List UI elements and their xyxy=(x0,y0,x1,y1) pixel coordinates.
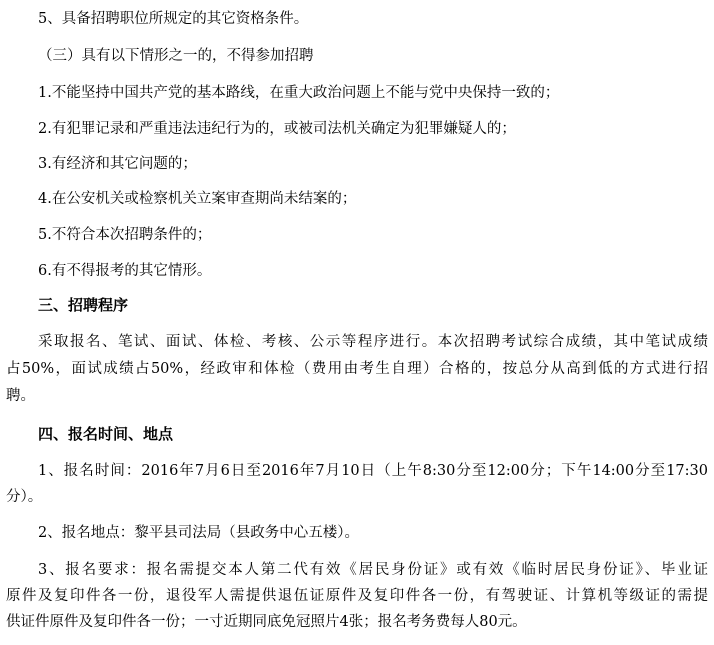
procedure-paragraph-line-1: 采取报名、笔试、面试、体检、考核、公示等程序进行。本次招聘考试综合成绩，其中笔试成绩 xyxy=(38,334,708,350)
disqualification-item-1: 1.不能坚持中国共产党的基本路线，在重大政治问题上不能与党中央保持一致的； xyxy=(38,85,560,101)
disqualification-item-4: 4.在公安机关或检察机关立案审查期尚未结案的； xyxy=(38,191,357,207)
disqualification-item-2: 2.有犯罪记录和严重违法违纪行为的，或被司法机关确定为犯罪嫌疑人的； xyxy=(38,121,516,137)
registration-time-line-2: 分）。 xyxy=(6,489,43,505)
section-heading-registration: 四、报名时间、地点 xyxy=(38,425,174,443)
paragraph-qualification-5: 5、具备招聘职位所规定的其它资格条件。 xyxy=(38,11,309,27)
disqualification-item-6: 6.有不得报考的其它情形。 xyxy=(38,263,212,279)
subheading-disqualification: （三）具有以下情形之一的，不得参加招聘 xyxy=(38,48,314,64)
disqualification-item-3: 3.有经济和其它问题的； xyxy=(38,156,197,172)
procedure-paragraph-line-3: 聘。 xyxy=(6,388,35,404)
registration-requirements-line-3: 供证件原件及复印件各一份；一寸近期同底免冠照片4张；报名考务费每人80元。 xyxy=(6,614,527,630)
registration-time-line-1: 1、报名时间：2016年7月6日至2016年7月10日（上午8:30分至12:00分；下午14:00分至17:30 xyxy=(38,463,708,479)
registration-requirements-line-2: 原件及复印件各一份，退役军人需提供退伍证原件及复印件各一份，有驾驶证、计算机等级证的需提 xyxy=(6,588,708,604)
section-heading-procedure: 三、招聘程序 xyxy=(38,296,129,314)
registration-requirements-line-1: 3、报名要求：报名需提交本人第二代有效《居民身份证》或有效《临时居民身份证》、毕业证 xyxy=(38,562,708,578)
registration-location: 2、报名地点：黎平县司法局（县政务中心五楼）。 xyxy=(38,525,359,541)
procedure-paragraph-line-2: 占50%，面试成绩占50%，经政审和体检（费用由考生自理）合格的，按总分从高到低的方式进行招 xyxy=(6,361,708,377)
disqualification-item-5: 5.不符合本次招聘条件的； xyxy=(38,227,212,243)
